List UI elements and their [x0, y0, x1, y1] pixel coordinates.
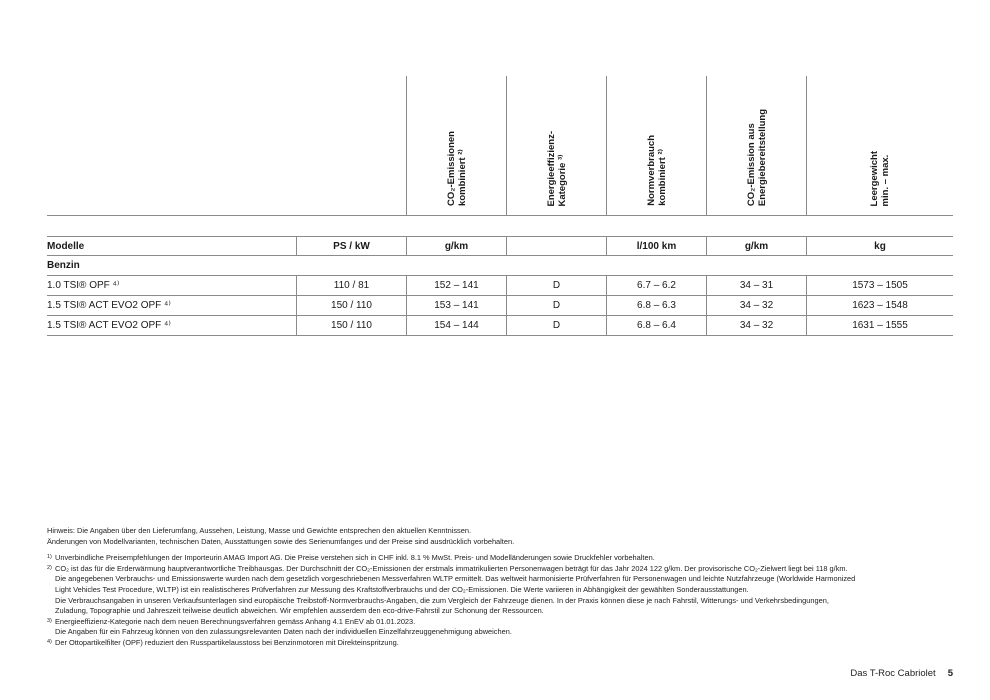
hint-block	[47, 526, 927, 547]
header-efficiency-class	[506, 76, 606, 216]
section-title: Benzin	[47, 260, 80, 271]
co2-value: 153 – 141	[406, 296, 506, 315]
model-name: 1.5 TSI® ACT EVO2 OPF ⁴⁾	[47, 300, 171, 311]
units-ps-kw: PS / kW	[296, 237, 406, 255]
co2-value: 152 – 141	[406, 276, 506, 295]
footnote-number: 3)	[47, 617, 52, 624]
table-row	[47, 296, 953, 316]
header-label: Leergewicht	[869, 150, 880, 206]
units-co2-supply: g/km	[706, 237, 806, 255]
footnote-text: Die angegebenen Verbrauchs- und Emissionswerte wurden nach dem gesetzlich vorgeschriebenen Messverfahren WLTP ermittelt. Das weltweit harmonisierte Prüfverfahren für Personenwagen und leichte Nutzfahrzeuge (Worldwide Harmonized	[55, 574, 856, 584]
header-label: Energiebereitstellung	[756, 108, 768, 206]
header-label: CO₂-Emission aus	[745, 123, 757, 206]
units-class	[506, 237, 606, 255]
weight-value: 1623 – 1548	[806, 296, 953, 315]
table-row	[47, 316, 953, 336]
table-row	[47, 276, 953, 296]
header-label: kombiniert ²⁾	[656, 149, 668, 206]
header-label: kombiniert ²⁾	[456, 149, 468, 206]
co2-supply-value: 34 – 32	[706, 296, 806, 315]
efficiency-class-value: D	[506, 296, 606, 315]
model-name: 1.5 TSI® ACT EVO2 OPF ⁴⁾	[47, 320, 171, 331]
footnote-1	[47, 553, 927, 564]
header-weight	[806, 76, 953, 216]
unit-row	[47, 236, 953, 256]
ps-kw-value: 150 / 110	[296, 296, 406, 315]
footnote-2	[47, 564, 927, 617]
co2-supply-value: 34 – 31	[706, 276, 806, 295]
ps-kw-value: 150 / 110	[296, 316, 406, 335]
document-title: Das T-Roc Cabriolet	[850, 668, 936, 679]
page-footer	[850, 668, 953, 679]
co2-supply-value: 34 – 32	[706, 316, 806, 335]
footnote-number: 1)	[47, 554, 52, 561]
efficiency-class-value: D	[506, 276, 606, 295]
hint-text: Änderungen von Modellvarianten, technischen Daten, Ausstattungen sowie des Serienumfanges und der Preise sind ausdrücklich vorbehalten.	[47, 536, 515, 546]
header-label: CO₂-Emissionen	[445, 131, 457, 206]
weight-value: 1631 – 1555	[806, 316, 953, 335]
footnote-text: Unverbindliche Preisempfehlungen der Importeurin AMAG Import AG. Die Preise verstehen sich in CHF inkl. 8.1 % MwSt. Preis- und Modelländerungen sowie Druckfehler vorbehalten.	[55, 553, 655, 563]
model-name: 1.0 TSI® OPF ⁴⁾	[47, 280, 120, 291]
consumption-value: 6.8 – 6.4	[606, 316, 706, 335]
footnote-text: Der Ottopartikelfilter (OPF) reduziert den Russpartikelausstoss bei Benzinmotoren mit Direkteinspritzung.	[55, 637, 399, 647]
header-label: Normverbrauch	[645, 135, 657, 206]
column-header-row	[47, 76, 953, 216]
section-row	[47, 256, 953, 276]
units-model: Modelle	[47, 240, 85, 252]
footnote-text: Die Angaben für ein Fahrzeug können von den zulassungsrelevanten Daten nach der individuellen Einzelfahrzeuggenehmigung abweichen.	[55, 627, 512, 637]
footnote-text: CO₂ ist das für die Erderwärmung hauptverantwortliche Treibhausgas. Der Durchschnitt der CO₂-Emissionen der erstmals immatrikulierten Personenwagen beträgt für das Jahr 2024 122 g/km. Der provisorische CO₂-Zielwert liegt bei 118 g/km.	[55, 563, 848, 573]
header-consumption	[606, 76, 706, 216]
footnote-3	[47, 617, 927, 638]
footnote-text: Light Vehicles Test Procedure, WLTP) ist ein realistischeres Prüfverfahren zur Messung des Kraftstoffverbrauchs und der CO₂-Emissionen. Die Werte variieren in Abhängigkeit der gewählten Sonderausstattungen.	[55, 584, 749, 594]
ps-kw-value: 110 / 81	[296, 276, 406, 295]
efficiency-class-value: D	[506, 316, 606, 335]
co2-value: 154 – 144	[406, 316, 506, 335]
weight-value: 1573 – 1505	[806, 276, 953, 295]
footnote-number: 4)	[47, 638, 52, 645]
units-weight: kg	[806, 237, 953, 255]
header-co2-supply	[706, 76, 806, 216]
consumption-value: 6.7 – 6.2	[606, 276, 706, 295]
spec-table	[47, 76, 953, 336]
footnote-text: Zuladung, Topographie und Jahreszeit teilweise deutlich abweichen. Wir empfehlen ausserdem den eco-drive-Fahrstil zur Schonung der Ressourcen.	[55, 606, 544, 616]
footnote-4	[47, 638, 927, 649]
page-number: 5	[947, 668, 953, 679]
notes-section	[47, 526, 927, 649]
footnote-text: Energieeffizienz-Kategorie nach dem neuen Berechnungsverfahren gemäss Anhang 4.1 EnEV ab 01.01.2023.	[55, 616, 416, 626]
header-label: Energieeffizienz-	[545, 130, 557, 206]
header-label: min. – max.	[880, 154, 891, 206]
hint-text: Hinweis: Die Angaben über den Lieferumfang, Aussehen, Leistung, Masse und Gewichte entsprechen den aktuellen Kenntnissen.	[47, 526, 472, 535]
consumption-value: 6.8 – 6.3	[606, 296, 706, 315]
units-co2: g/km	[406, 237, 506, 255]
header-co2-combined	[406, 76, 506, 216]
footnote-number: 2)	[47, 564, 52, 571]
header-label: Kategorie ³⁾	[556, 154, 568, 206]
footnote-text: Die Verbrauchsangaben in unseren Verkaufsunterlagen sind europäische Treibstoff-Normverbrauchs-Angaben, die zum Vergleich der Fahrzeuge dienen. In der Praxis können diese je nach Fahrstil, Witterungs- und Verkehrsbedingungen,	[55, 595, 829, 605]
units-consumption: l/100 km	[606, 237, 706, 255]
